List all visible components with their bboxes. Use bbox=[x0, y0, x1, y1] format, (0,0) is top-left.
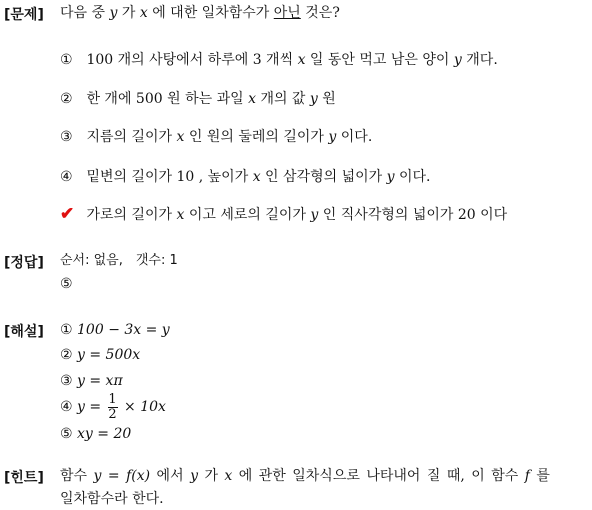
option-text: 개의 값 bbox=[260, 91, 306, 107]
underlined-word: 아닌 bbox=[273, 5, 301, 21]
option-number: ③ bbox=[60, 129, 73, 145]
fraction bbox=[108, 393, 118, 422]
explanation-item-2 bbox=[60, 346, 140, 364]
hint-text: 에서 bbox=[156, 468, 184, 484]
hint-text: 함수 bbox=[60, 468, 88, 484]
var-y: y bbox=[109, 5, 118, 21]
item-number: ② bbox=[60, 347, 73, 363]
option-5 bbox=[60, 205, 507, 224]
var-x: x bbox=[176, 129, 185, 145]
option-text: 이고 세로의 길이가 bbox=[188, 207, 306, 223]
option-number: ④ bbox=[60, 169, 73, 185]
option-4 bbox=[60, 168, 430, 186]
var-x: x bbox=[224, 468, 233, 484]
answer-choice: ⑤ bbox=[60, 276, 73, 292]
var-x: x bbox=[248, 91, 256, 107]
option-number: ① bbox=[60, 52, 73, 68]
var-y: y bbox=[309, 91, 318, 107]
var-y: y bbox=[453, 52, 462, 68]
var-y: y bbox=[386, 169, 395, 185]
question-text bbox=[60, 4, 340, 22]
item-number: ③ bbox=[60, 373, 73, 389]
var-x: x bbox=[297, 52, 306, 68]
math-expression: xy = 20 bbox=[77, 426, 132, 442]
item-number: ④ bbox=[60, 399, 73, 415]
var-y: y bbox=[328, 129, 337, 145]
option-text: 100 개의 사탕에서 하루에 3 개씩 bbox=[86, 52, 294, 68]
option-text: 원 bbox=[322, 91, 336, 107]
question-part: 에 대한 일차함수가 bbox=[152, 5, 270, 21]
fraction-denominator: 2 bbox=[108, 406, 117, 422]
fraction-numerator: 1 bbox=[108, 391, 117, 407]
option-2 bbox=[60, 90, 336, 108]
explanation-item-4 bbox=[60, 390, 166, 424]
math-expression: 100 − 3x = y bbox=[77, 322, 170, 338]
option-text: 인 직사각형의 넓이가 20 이다 bbox=[322, 207, 508, 223]
explanation-item-5 bbox=[60, 425, 131, 443]
question-part: 다음 중 bbox=[60, 5, 106, 21]
hint-text: 에 관한 일차식으로 나타내어 질 때, 이 함수 bbox=[238, 468, 519, 484]
math-expression: y = 500x bbox=[77, 347, 141, 363]
explanation-item-3 bbox=[60, 372, 123, 390]
math-expression: y = xπ bbox=[77, 373, 123, 389]
question-part: 것은? bbox=[305, 5, 340, 21]
hint-line-1 bbox=[60, 467, 590, 485]
option-text: 일 동안 먹고 남은 양이 bbox=[309, 52, 450, 68]
question-part: 가 bbox=[121, 5, 136, 21]
item-number: ① bbox=[60, 322, 73, 338]
function-f: f bbox=[524, 468, 530, 484]
option-number: ② bbox=[60, 91, 73, 107]
var-y: y bbox=[310, 207, 319, 223]
option-text: 인 삼각형의 넓이가 bbox=[265, 169, 383, 185]
answer-label: [정답] bbox=[4, 255, 44, 271]
option-text: 개다. bbox=[466, 52, 498, 68]
hint-text: 를 bbox=[536, 468, 550, 484]
explanation-label: [해설] bbox=[4, 324, 44, 340]
checkmark-icon: ✔ bbox=[60, 204, 75, 224]
option-text: 한 개에 500 원 하는 과일 bbox=[86, 91, 244, 107]
function-fx: f(x) bbox=[126, 468, 151, 484]
item-number: ⑤ bbox=[60, 426, 73, 442]
hint-label: [힌트] bbox=[4, 470, 44, 486]
var-x: x bbox=[252, 169, 261, 185]
math-expression: × 10x bbox=[124, 399, 166, 415]
option-text: 이다. bbox=[340, 129, 373, 145]
option-1 bbox=[60, 51, 498, 69]
explanation-item-1 bbox=[60, 321, 170, 339]
option-text: 이다. bbox=[398, 169, 431, 185]
problem-label: [문제] bbox=[4, 7, 44, 23]
option-text: 지름의 길이가 bbox=[86, 129, 173, 145]
option-text: 인 원의 둘레의 길이가 bbox=[188, 129, 324, 145]
hint-text: = bbox=[107, 468, 120, 484]
var-x: x bbox=[176, 207, 185, 223]
option-3 bbox=[60, 128, 372, 146]
option-text: 밑변의 길이가 10 , 높이가 bbox=[86, 169, 249, 185]
answer-meta: 순서: 없음, 갯수: 1 bbox=[60, 253, 178, 268]
hint-line-2: 일차함수라 한다. bbox=[60, 491, 164, 507]
var-y: y bbox=[93, 468, 102, 484]
var-x: x bbox=[139, 5, 148, 21]
hint-text: 가 bbox=[204, 468, 218, 484]
math-expression: y = bbox=[77, 399, 102, 415]
option-text: 가로의 길이가 bbox=[86, 207, 173, 223]
var-y: y bbox=[190, 468, 198, 484]
